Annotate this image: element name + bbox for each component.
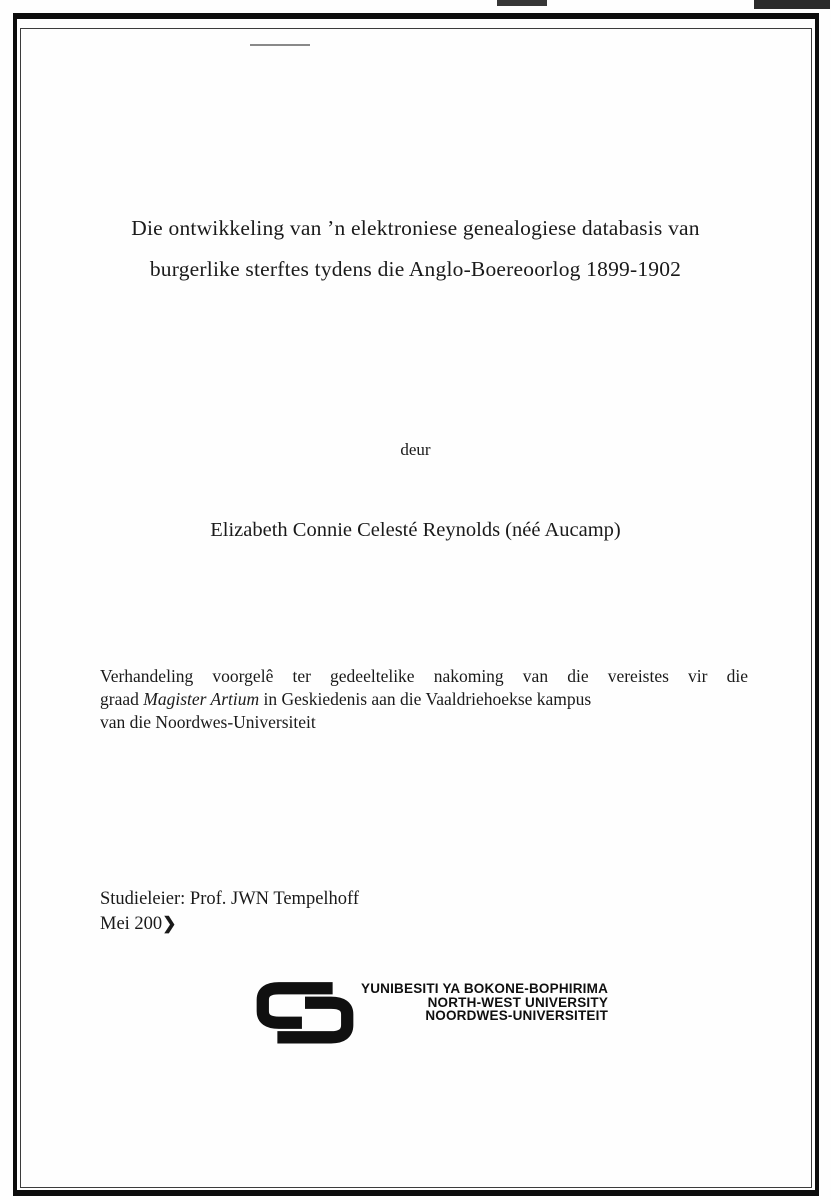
thesis-title-line-1: Die ontwikkeling van ’n elektroniese genealogiese databasis van — [131, 216, 700, 240]
date-text: Mei 200 — [100, 914, 163, 934]
nwu-wordmark-setswana: YUNIBESITI YA BOKONE-BOPHIRIMA — [361, 981, 609, 996]
nwu-wordmark — [361, 982, 608, 1023]
nwu-logo — [254, 979, 608, 1045]
scan-artifact — [497, 0, 547, 6]
supervisor-line: Studieleier: Prof. JWN Tempelhoff — [100, 889, 360, 909]
byline-label: deur — [400, 440, 431, 459]
degree-statement-line-2-post: in Geskiedenis aan die Vaaldriehoekse kampus — [259, 689, 592, 709]
scan-artifact — [250, 44, 310, 46]
thesis-title-line-2: burgerlike sterftes tydens die Anglo-Boereoorlog 1899-1902 — [149, 257, 682, 281]
degree-statement-line-2 — [100, 688, 748, 711]
date-last-digit-glyph: ❯ — [162, 914, 176, 933]
nwu-wordmark-english: NORTH-WEST UNIVERSITY — [427, 994, 609, 1010]
date-line — [100, 914, 175, 935]
degree-statement-line-1: Verhandeling voorgelê ter gedeeltelike nakoming van die vereistes vir die — [100, 666, 748, 686]
chain-links-icon — [254, 979, 356, 1045]
degree-statement-line-2-pre: graad — [100, 689, 144, 709]
degree-name-italic: Magister Artium — [143, 689, 260, 709]
scan-artifact — [754, 0, 830, 9]
degree-statement — [100, 665, 748, 734]
degree-statement-line-3: van die Noordwes-Universiteit — [100, 712, 316, 732]
nwu-wordmark-afrikaans: NOORDWES-UNIVERSITEIT — [425, 1008, 609, 1024]
author-name: Elizabeth Connie Celesté Reynolds (néé Aucamp) — [210, 519, 621, 541]
